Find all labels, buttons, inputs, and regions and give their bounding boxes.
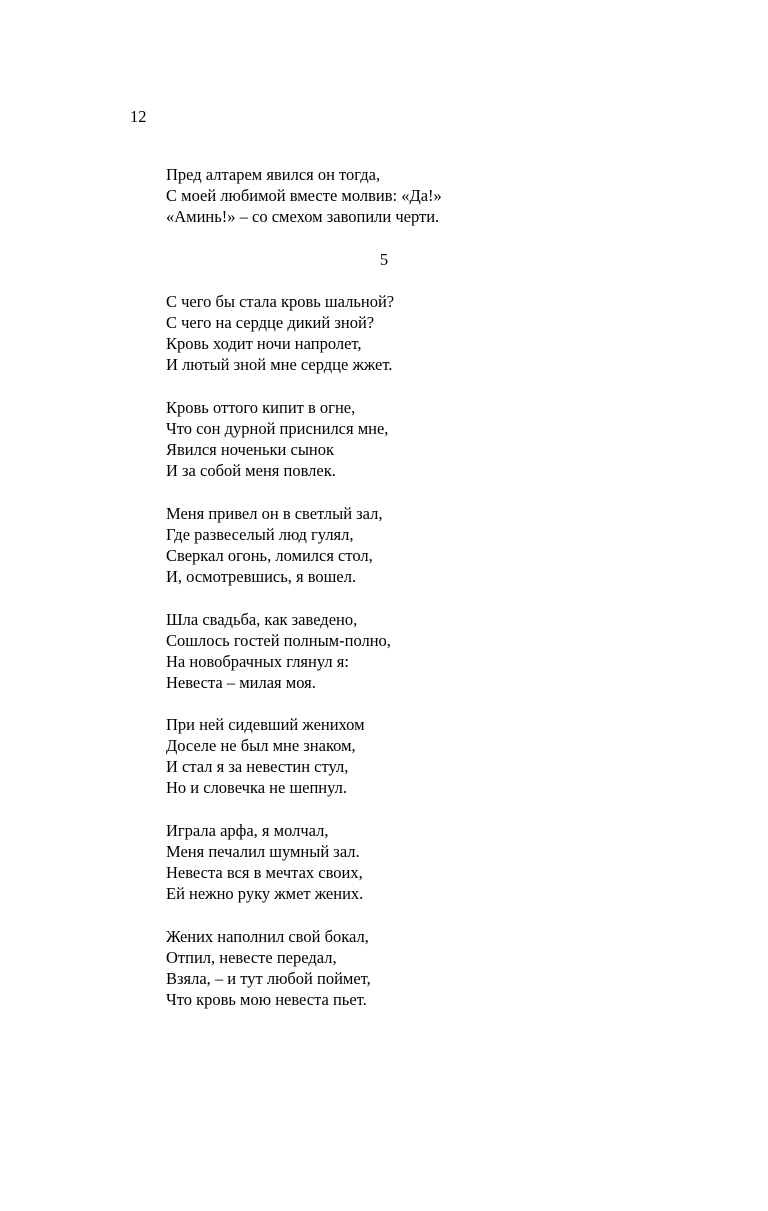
poem-line: Невеста вся в мечтах своих, [166, 863, 363, 882]
poem-line: Кровь оттого кипит в огне, [166, 398, 356, 417]
poem-line: С моей любимой вместе молвив: «Да!» [166, 186, 442, 205]
poem-line: Шла свадьба, как заведено, [166, 610, 358, 629]
poem-line: Ей нежно руку жмет жених. [166, 884, 364, 903]
poem-line: И за собой меня повлек. [166, 461, 336, 480]
poem-line: И лютый зной мне сердце жжет. [166, 355, 393, 374]
section-number: 5 [379, 250, 389, 269]
poem-line: Сошлось гостей полным-полно, [166, 631, 391, 650]
stanza-2 [166, 397, 388, 481]
poem-line: И, осмотревшись, я вошел. [166, 567, 357, 586]
poem-line: Невеста – милая моя. [166, 673, 316, 692]
poem-line: Где развеселый люд гулял, [166, 525, 354, 544]
stanza-6 [166, 820, 363, 904]
poem-line: Жених наполнил свой бокал, [166, 927, 369, 946]
poem-line: Играла арфа, я молчал, [166, 821, 329, 840]
poem-line: Доселе не был мне знаком, [166, 736, 356, 755]
poem-line: Взяла, – и тут любой поймет, [166, 969, 371, 988]
stanza-1 [166, 291, 394, 375]
stanza-7 [166, 926, 371, 1010]
stanza-0 [166, 164, 442, 227]
poem-line: И стал я за невестин стул, [166, 757, 349, 776]
poem-line: Меня привел он в светлый зал, [166, 504, 383, 523]
poem-line: С чего на сердце дикий зной? [166, 313, 375, 332]
poem-line: Что сон дурной приснился мне, [166, 419, 389, 438]
stanza-3 [166, 503, 383, 587]
poem-line: При ней сидевший женихом [166, 715, 365, 734]
poem-line: Пред алтарем явился он тогда, [166, 165, 381, 184]
page-number: 12 [130, 107, 147, 126]
poem-line: Меня печалил шумный зал. [166, 842, 360, 861]
poem-line: Сверкал огонь, ломился стол, [166, 546, 373, 565]
poem-line: С чего бы стала кровь шальной? [166, 292, 395, 311]
poem-line: Но и словечка не шепнул. [166, 778, 348, 797]
poem-line: Явился ноченьки сынок [166, 440, 335, 459]
stanza-4 [166, 609, 391, 693]
poem-line: На новобрачных глянул я: [166, 652, 349, 671]
poem-line: «Аминь!» – со смехом завопили черти. [166, 207, 440, 226]
poem-line: Отпил, невесте передал, [166, 948, 337, 967]
stanza-5 [166, 714, 365, 798]
poem-line: Что кровь мою невеста пьет. [166, 990, 367, 1009]
poem-line: Кровь ходит ночи напролет, [166, 334, 362, 353]
